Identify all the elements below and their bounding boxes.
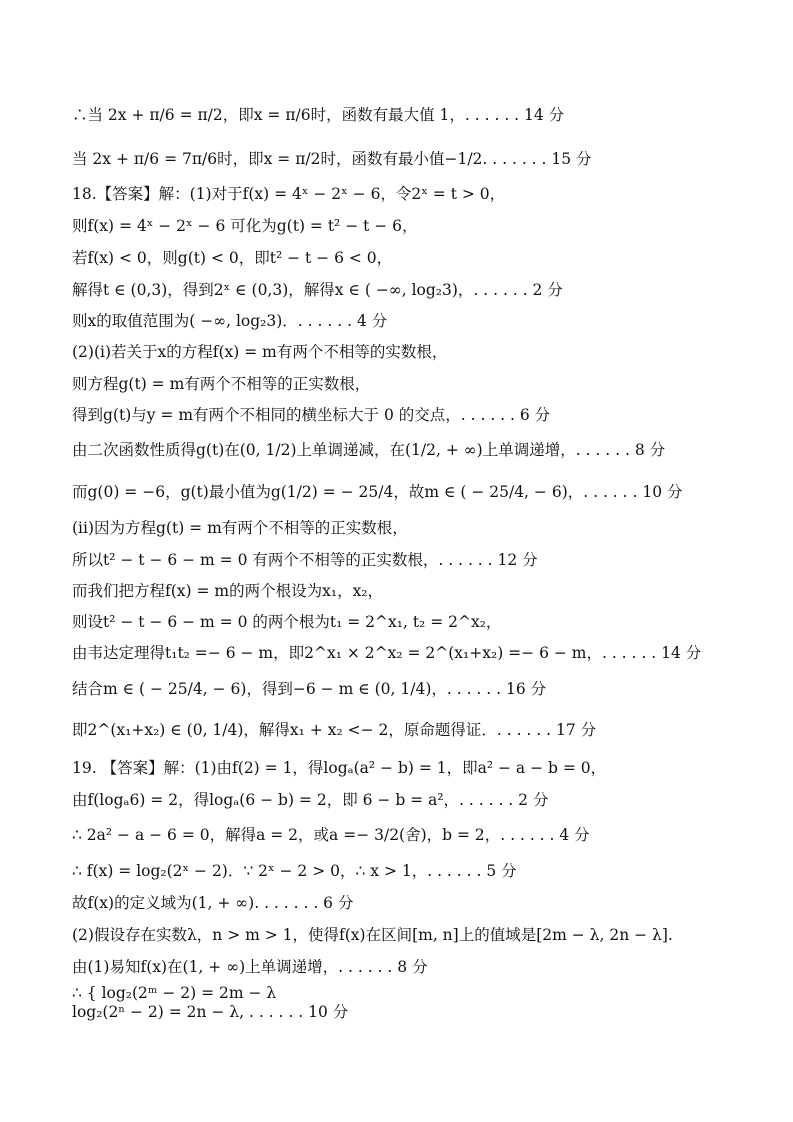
line-8: (2)(i)若关于x的方程f(x) = m有两个不相等的实数根， [72,343,448,361]
line-20: 19. 【答案】解：(1)由f(2) = 1，得logₐ(a² − b) = 1，即a² − a − b = 0， [72,759,607,777]
line-15: 而我们把方程f(x) = m的两个根设为x₁，x₂， [72,582,384,600]
line-22: ∴ 2a² − a − 6 = 0，解得a = 2，或a =− 3/2(舍)，b = 2，. . . . . . 4 分 [72,826,590,844]
line-13: (ii)因为方程g(t) = m有两个不相等的正实数根， [72,519,408,537]
line-25: (2)假设存在实数λ，n > m > 1，使得f(x)在区间[m, n]上的值域是[2m − λ, 2n − λ]. [72,926,673,944]
line-6: 解得t ∈ (0,3)，得到2ˣ ∈ (0,3)，解得x ∈ ( −∞, log₂3)，. . . . . . 2 分 [72,281,563,299]
line-24: 故f(x)的定义域为(1, + ∞). . . . . . . 6 分 [72,894,354,912]
line-18: 结合m ∈ ( − 25/4, − 6)，得到−6 − m ∈ (0, 1/4)，. . . . . . 16 分 [72,680,547,698]
line-11: 由二次函数性质得g(t)在(0, 1/2)上单调递减，在(1/2, + ∞)上单调递增，. . . . . . 8 分 [72,441,666,459]
line-21: 由f(logₐ6) = 2，得logₐ(6 − b) = 2，即 6 − b = a²，. . . . . . 2 分 [72,791,549,809]
line-4: 则f(x) = 4ˣ − 2ˣ − 6 可化为g(t) = t² − t − 6， [72,217,418,235]
line-16: 则设t² − t − 6 − m = 0 的两个根为t₁ = 2^x₁, t₂ = 2^x₂， [72,613,502,631]
line-27: ∴ { log₂(2ᵐ − 2) = 2m − λ [72,984,277,1002]
line-28: log₂(2ⁿ − 2) = 2n − λ, . . . . . . 10 分 [72,1003,349,1021]
line-12: 而g(0) = −6，g(t)最小值为g(1/2) = − 25/4，故m ∈ ( − 25/4, − 6)，. . . . . . 10 分 [72,483,683,501]
line-2: 当 2x + π/6 = 7π/6时，即x = π/2时，函数有最小值−1/2. . . . . . . 15 分 [72,150,592,168]
line-5: 若f(x) < 0，则g(t) < 0，即t² − t − 6 < 0， [72,249,393,267]
line-26: 由(1)易知f(x)在(1, + ∞)上单调递增，. . . . . . 8 分 [72,958,428,976]
line-19: 即2^(x₁+x₂) ∈ (0, 1/4)，解得x₁ + x₂ <− 2，原命题得证．. . . . . . 17 分 [72,721,597,739]
line-7: 则x的取值范围为( −∞, log₂3)．. . . . . . 4 分 [72,312,388,330]
line-3: 18.【答案】解：(1)对于f(x) = 4ˣ − 2ˣ − 6，令2ˣ = t > 0， [72,185,506,203]
line-14: 所以t² − t − 6 − m = 0 有两个不相等的正实数根，. . . . . . 12 分 [72,551,538,569]
line-9: 则方程g(t) = m有两个不相等的正实数根， [72,375,371,393]
line-1: ∴当 2x + π/6 = π/2，即x = π/6时，函数有最大值 1，. . . . . . 14 分 [72,106,565,124]
line-23: ∴ f(x) = log₂(2ˣ − 2)．∵ 2ˣ − 2 > 0，∴ x > 1，. . . . . . 5 分 [72,862,517,880]
line-17: 由韦达定理得t₁t₂ =− 6 − m，即2^x₁ × 2^x₂ = 2^(x₁+x₂) =− 6 − m，. . . . . . 14 分 [72,644,702,662]
line-10: 得到g(t)与y = m有两个不相同的横坐标大于 0 的交点，. . . . . . 6 分 [72,406,551,424]
